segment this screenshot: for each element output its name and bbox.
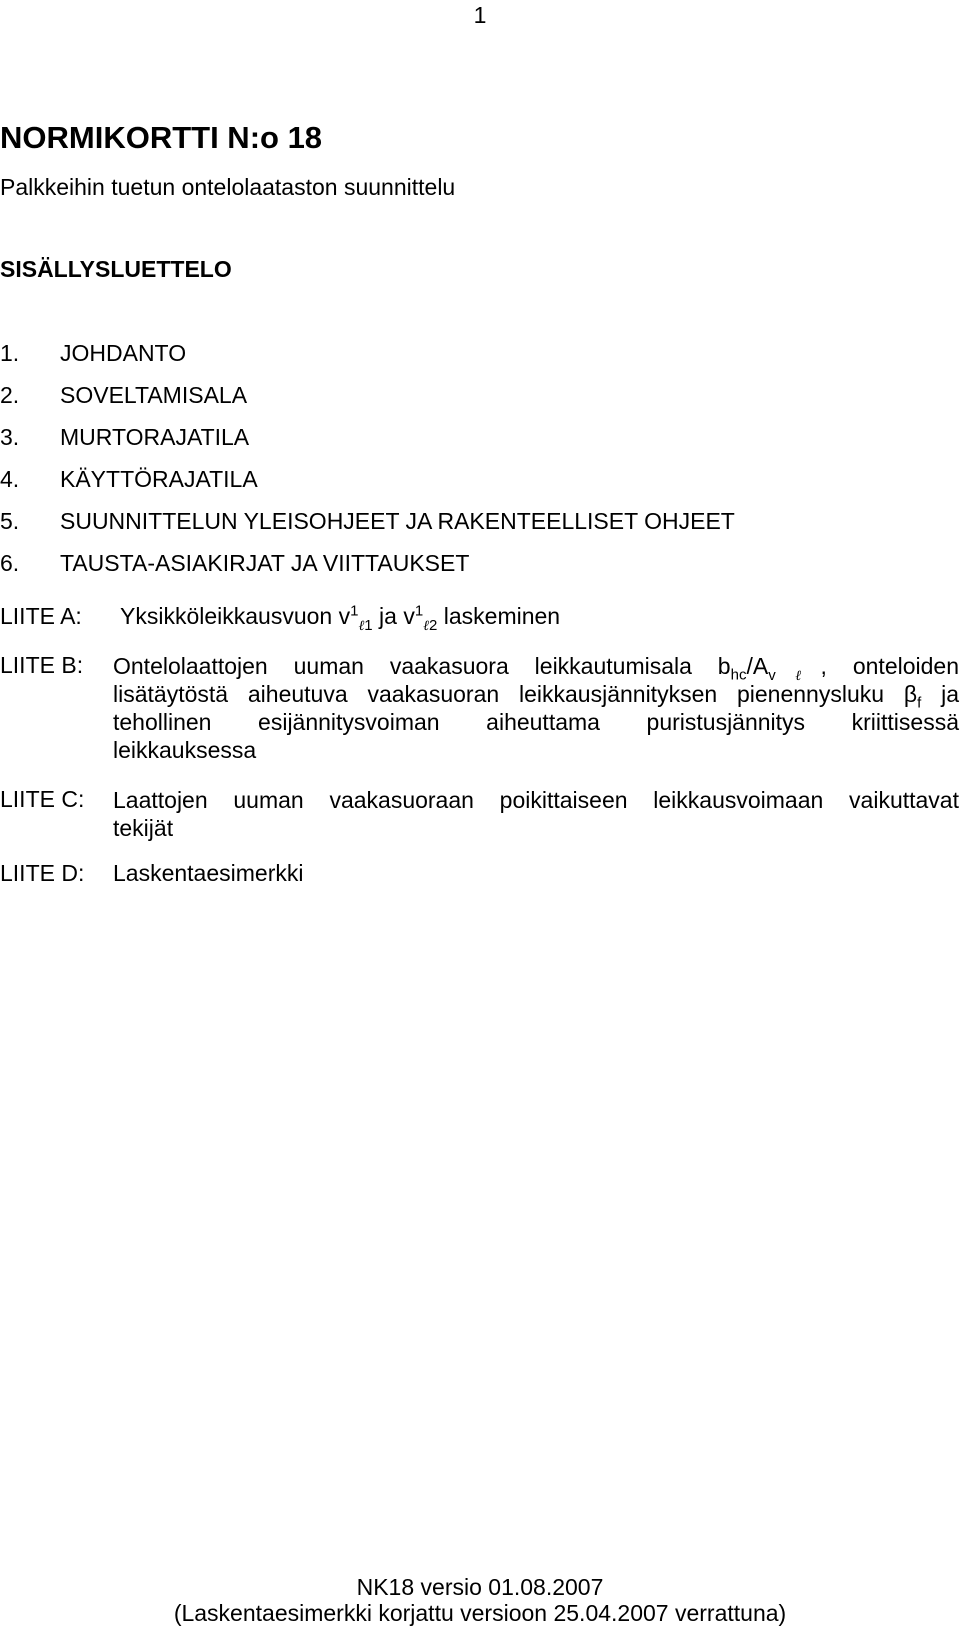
toc-item [0, 382, 247, 409]
appendix-c-line: tekijät [113, 815, 174, 841]
toc-item [0, 550, 469, 577]
toc-item [0, 340, 186, 367]
toc-item-text: SOVELTAMISALA [60, 382, 248, 408]
superscript: 1 [350, 602, 359, 620]
toc-item-text: KÄYTTÖRAJATILA [60, 466, 258, 492]
toc-item-text: JOHDANTO [60, 340, 187, 366]
appendix-b-text-part: lisätäytöstä aiheutuva vaakasuoran leikkausjännityksen pienennysluku β [113, 681, 918, 707]
appendix-b-text-part: Ontelolaattojen uuman vaakasuora leikkautumisala b [113, 653, 731, 679]
appendix-a-label: LIITE A: [0, 603, 82, 629]
appendix-b-label: LIITE B: [0, 652, 84, 678]
page-number: 1 [473, 2, 487, 28]
subscript: hc [730, 666, 747, 684]
appendix-b-line [113, 652, 959, 684]
subscript [358, 617, 372, 634]
ell-symbol: ℓ [358, 617, 365, 634]
toc-item [0, 424, 249, 451]
appendix-b-text-part: , onteloiden [820, 653, 959, 679]
footer-note: (Laskentaesimerkki korjattu versioon 25.04.2007 verrattuna) [173, 1600, 787, 1626]
appendix-c-label: LIITE C: [0, 786, 85, 812]
document-subtitle: Palkkeihin tuetun ontelolaataston suunnittelu [0, 174, 456, 200]
toc-item-number: 3. [0, 424, 20, 450]
appendix-b-text [113, 652, 959, 764]
appendix-d-label: LIITE D: [0, 860, 85, 886]
ell-symbol: ℓ [423, 617, 430, 634]
subscript-number: 2 [429, 616, 438, 634]
toc-item-number: 1. [0, 340, 20, 366]
appendix-c-line: Laattojen uuman vaakasuoraan poikittaiseen leikkausvoimaan vaikuttavat [113, 787, 959, 813]
document-title: NORMIKORTTI N:o 18 [0, 120, 323, 155]
subscript-letter: v [768, 666, 776, 684]
ell-symbol: ℓ [775, 667, 821, 684]
toc-item [0, 466, 258, 493]
appendix-a-text-part: laskeminen [437, 603, 561, 629]
toc-heading: SISÄLLYSLUETTELO [0, 256, 232, 282]
appendix-d-text: Laskentaesimerkki [113, 860, 304, 886]
toc-item-text: TAUSTA-ASIAKIRJAT JA VIITTAUKSET [60, 550, 470, 576]
toc-item-number: 2. [0, 382, 20, 408]
toc-item-text: MURTORAJATILA [60, 424, 250, 450]
subscript-number: 1 [364, 616, 373, 634]
appendix-b-line [113, 680, 959, 712]
superscript: 1 [414, 602, 424, 620]
toc-item-number: 4. [0, 466, 20, 492]
appendix-b-line: leikkauksessa [113, 737, 257, 763]
subscript: f [917, 694, 922, 712]
toc-item-text: SUUNNITTELUN YLEISOHJEET JA RAKENTEELLISET OHJEET [60, 508, 735, 534]
toc-item [0, 508, 735, 535]
appendix-a-text [120, 602, 960, 634]
appendix-b-text-part: /A [746, 653, 769, 679]
toc-item-number: 5. [0, 508, 20, 534]
subscript [423, 617, 437, 634]
toc-item-number: 6. [0, 550, 20, 576]
footer-version: NK18 versio 01.08.2007 [356, 1574, 604, 1600]
appendix-a-text-part: ja v [372, 603, 415, 629]
appendix-b-line: tehollinen esijännitysvoiman aiheuttama puristusjännitys kriittisessä [113, 709, 959, 735]
appendix-a-text-part: Yksikköleikkausvuon v [120, 603, 351, 629]
appendix-b-text-part: ja [921, 681, 959, 707]
appendix-c-text [113, 786, 959, 842]
